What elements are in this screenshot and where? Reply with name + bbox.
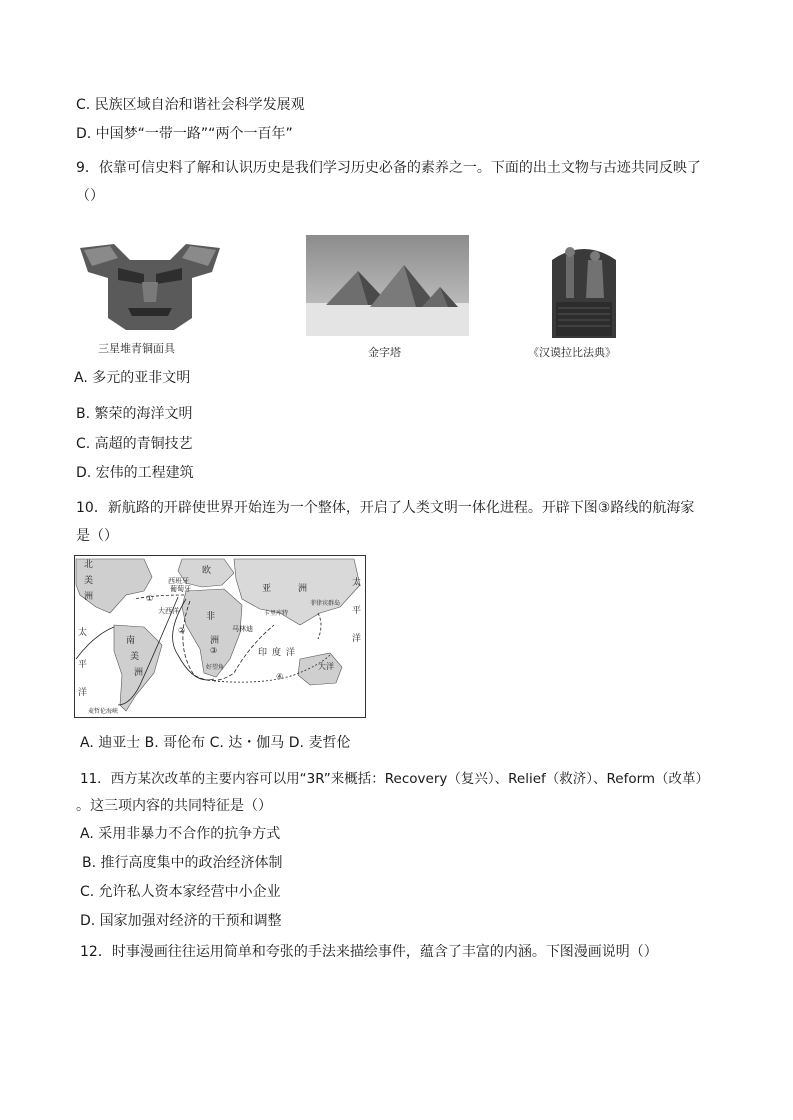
- q11-option-d: D. 国家加强对经济的干预和调整: [80, 913, 282, 929]
- q11-option-a: A. 采用非暴力不合作的抗争方式: [80, 826, 281, 842]
- map-label-asia-1: 亚: [262, 584, 272, 594]
- q9-option-a: A. 多元的亚非文明: [74, 370, 191, 386]
- map-label-pac-left-2: 平: [78, 660, 88, 670]
- route-mark-3: ③: [210, 646, 218, 655]
- bronze-mask-caption: 三星堆青铜面具: [98, 342, 175, 355]
- map-label-south: 南: [126, 636, 136, 646]
- q9-option-c: C. 高超的青铜技艺: [76, 436, 193, 452]
- map-label-north: 北: [84, 560, 94, 570]
- map-label-pacific-3: 洋: [352, 634, 362, 644]
- pyramids-caption: 金字塔: [368, 346, 401, 359]
- q9-stem: 9．依靠可信史料了解和认识历史是我们学习历史必备的素养之一。下面的出土文物与古迹共同反映了: [76, 160, 701, 176]
- q10-stem-blank: 是（）: [76, 528, 118, 544]
- q11-option-c: C. 允许私人资本家经营中小企业: [80, 884, 281, 900]
- map-label-america-1: 美: [84, 576, 94, 586]
- stele-image: [544, 238, 624, 338]
- q10-options: A. 迪亚士 B. 哥伦布 C. 达・伽马 D. 麦哲伦: [80, 735, 351, 751]
- route-mark-1: ①: [146, 594, 154, 603]
- map-label-africa-2: 洲: [210, 636, 220, 646]
- map-label-philippines: 菲律宾群岛: [310, 600, 341, 607]
- map-label-magellan: 麦哲伦海峡: [88, 708, 119, 715]
- map-label-pac-left-3: 洋: [78, 688, 88, 698]
- pyramids-image: [306, 235, 469, 336]
- bronze-mask-image: [74, 238, 226, 333]
- map-label-asia-2: 洲: [298, 584, 308, 594]
- q10-stem: 10．新航路的开辟使世界开始连为一个整体，开启了人类文明一体化进程。开辟下图③路线的航海家: [76, 500, 695, 516]
- route-mark-4: ④: [276, 672, 284, 681]
- q11-stem-cont: 。这三项内容的共同特征是（）: [76, 798, 272, 814]
- q11-stem: 11．西方某次改革的主要内容可以用“3R”来概括：Recovery（复兴）、Relief（救济）、Reform（改革）: [80, 771, 710, 787]
- map-label-indian-3: 洋: [286, 648, 296, 658]
- map-label-atlantic: 大西洋: [158, 607, 179, 615]
- map-label-xiban: 西班牙: [168, 577, 189, 585]
- map-label-indian-1: 印: [258, 648, 268, 658]
- q12-stem: 12．时事漫画往往运用简单和夸张的手法来描绘事件，蕴含了丰富的内涵。下图漫画说明（）: [80, 944, 658, 960]
- map-label-pac-left-1: 太: [78, 628, 88, 638]
- route-mark-2: ②: [178, 626, 186, 635]
- stele-caption: 《汉谟拉比法典》: [528, 346, 616, 359]
- map-label-america-2: 洲: [84, 592, 94, 602]
- map-label-pacific-2: 平: [352, 606, 362, 616]
- world-map-figure: [74, 555, 366, 718]
- map-label-indian-2: 度: [272, 648, 282, 658]
- map-label-putao: 葡萄牙: [170, 585, 191, 593]
- map-label-pacific-1: 太: [352, 578, 362, 588]
- map-label-samerica-2: 洲: [134, 668, 144, 678]
- map-label-samerica-1: 美: [130, 652, 140, 662]
- map-label-malindi: 马林迪: [232, 625, 253, 633]
- q8-option-c: C. 民族区域自治和谐社会科学发展观: [76, 97, 305, 113]
- map-label-goodhope: 好望角: [206, 664, 225, 671]
- q11-option-b: B. 推行高度集中的政治经济体制: [82, 855, 283, 871]
- map-label-europe: 欧: [202, 566, 212, 576]
- q9-option-b: B. 繁荣的海洋文明: [76, 406, 193, 422]
- q9-stem-blank: （）: [76, 188, 104, 204]
- q8-option-d: D. 中国梦“一带一路”“两个一百年”: [76, 126, 293, 142]
- map-label-calicut: 卡里库特: [264, 610, 289, 617]
- map-label-oceania: 大洋: [318, 662, 334, 671]
- q9-option-d: D. 宏伟的工程建筑: [76, 465, 194, 481]
- map-label-africa-1: 非: [206, 612, 216, 622]
